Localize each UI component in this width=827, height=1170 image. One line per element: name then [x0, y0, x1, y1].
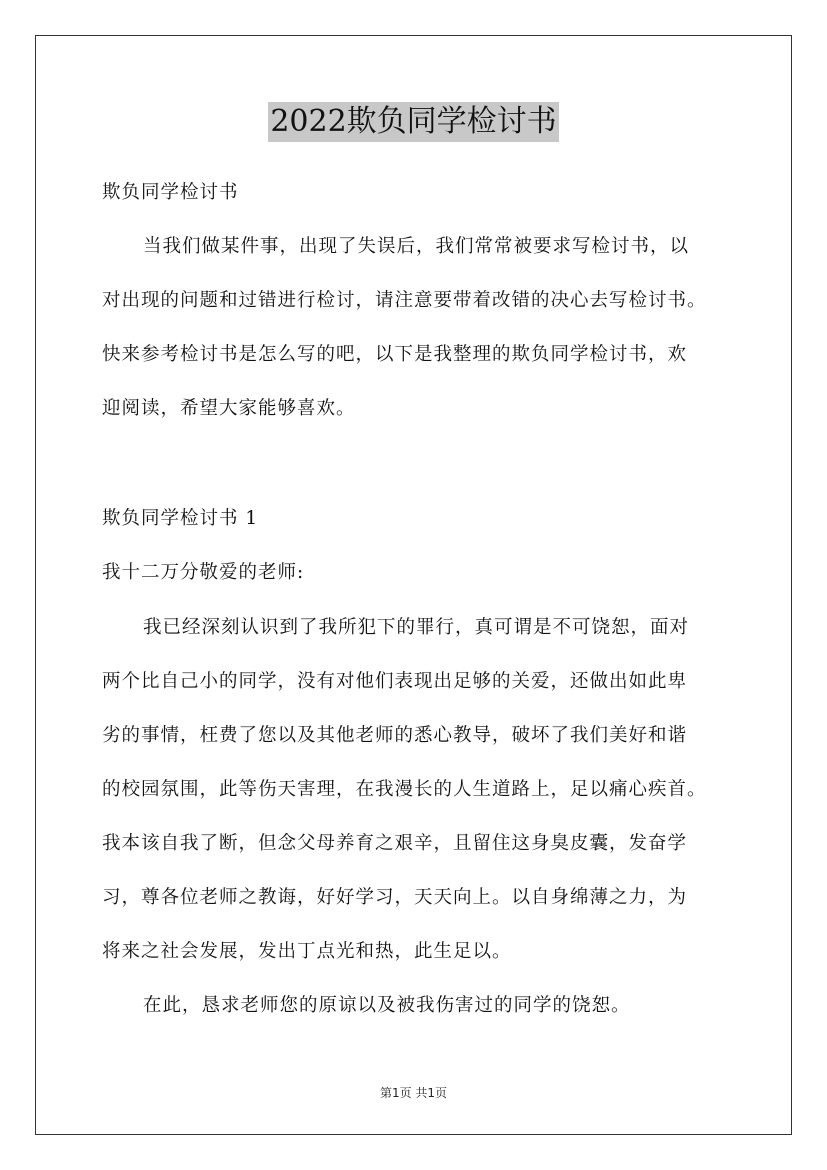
intro-paragraph — [102, 220, 734, 436]
intro-line: 对出现的问题和过错进行检讨，请注意要带着改错的决心去写检讨书。 — [102, 290, 707, 311]
title-container — [0, 102, 827, 142]
intro-line: 迎阅读，希望大家能够喜欢。 — [102, 398, 356, 419]
main-paragraph — [102, 601, 734, 1033]
subtitle-block — [102, 166, 734, 220]
document-subtitle: 欺负同学检讨书 — [102, 182, 239, 203]
page-number: 第1页 共1页 — [379, 1086, 448, 1100]
section-heading: 欺负同学检讨书 1 — [102, 508, 259, 529]
paragraph-line: 习，尊各位老师之教诲，好好学习，天天向上。以自身绵薄之力，为 — [102, 887, 688, 908]
page-footer — [0, 1084, 827, 1101]
paragraph-line: 劣的事情，枉费了您以及其他老师的悉心教导，破坏了我们美好和谐 — [102, 725, 688, 746]
paragraph-line: 我本该自我了断，但念父母养育之艰辛，且留住这身臭皮囊，发奋学 — [102, 833, 688, 854]
paragraph-line: 的校园氛围，此等伤天害理，在我漫长的人生道路上，足以痛心疾首。 — [102, 779, 707, 800]
section-block — [102, 492, 734, 600]
intro-line: 当我们做某件事，出现了失误后，我们常常被要求写检讨书，以 — [143, 236, 690, 257]
paragraph-line: 将来之社会发展，发出丁点光和热，此生足以。 — [102, 941, 512, 962]
document-title: 2022欺负同学检讨书 — [268, 102, 558, 142]
paragraph-line: 两个比自己小的同学，没有对他们表现出足够的关爱，还做出如此卑 — [102, 671, 688, 692]
intro-line: 快来参考检讨书是怎么写的吧，以下是我整理的欺负同学检讨书，欢 — [102, 344, 688, 365]
closing-line: 在此，恳求老师您的原谅以及被我伤害过的同学的饶恕。 — [143, 995, 631, 1016]
paragraph-line: 我已经深刻认识到了我所犯下的罪行，真可谓是不可饶恕，面对 — [143, 617, 690, 638]
salutation: 我十二万分敬爱的老师: — [102, 562, 305, 583]
